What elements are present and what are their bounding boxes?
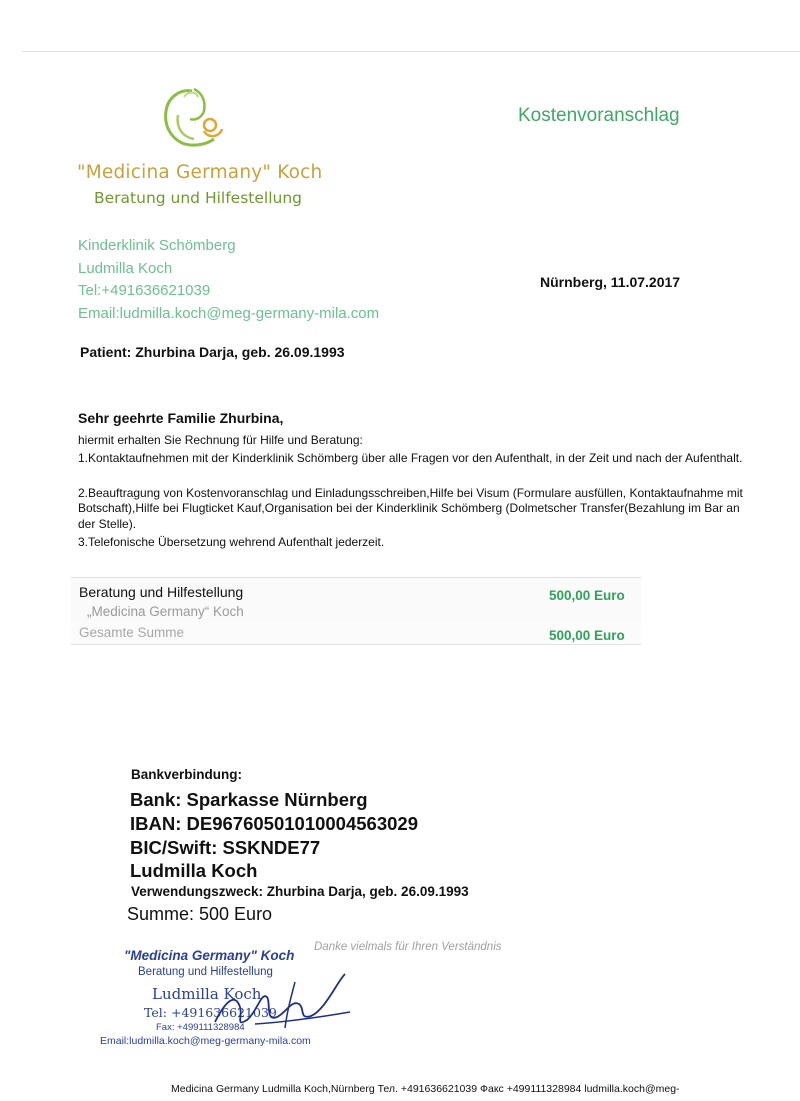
stamp-company: "Medicina Germany" Koch: [124, 948, 295, 963]
account-holder: Ludmilla Koch: [130, 860, 258, 881]
logo-subtitle: Beratung und Hilfestellung: [94, 189, 302, 207]
thanks-note: Danke vielmals für Ihren Verständnis: [314, 941, 502, 953]
stamp-fax: Fax: +499111328984: [156, 1022, 245, 1033]
payment-sum: Summe: 500 Euro: [127, 904, 273, 924]
document-date: Nürnberg, 11.07.2017: [540, 274, 681, 290]
price-row-service: [71, 577, 641, 621]
service-label: Beratung und Hilfestellung: [79, 584, 244, 600]
total-price: 500,00 Euro: [549, 628, 625, 643]
sender-clinic: Kinderklinik Schömberg: [78, 237, 236, 254]
bank-name: Bank: Sparkasse Nürnberg: [130, 789, 368, 810]
footer: Medicina Germany Ludmilla Koch,Nürnberg Тел. +491636621039 Факс +499111328984 ludmilla.koch@meg-: [171, 1083, 680, 1095]
stamp-subtitle: Beratung und Hilfestellung: [138, 966, 273, 978]
salutation: Sehr geehrte Familie Zhurbina,: [78, 410, 284, 426]
mother-child-logo-icon: [150, 85, 240, 155]
bank-heading: Bankverbindung:: [131, 767, 243, 782]
total-label: Gesamte Summe: [79, 625, 185, 640]
stamp-person: Ludmilla Koch: [152, 985, 262, 1003]
service-item: 2.Beauftragung von Kostenvoranschlag und Einladungsschreiben,Hilfe bei Visum (Formulare ausfüllen, Kontaktaufnahme mit Botschaft),Hilfe bei Flugticket Kauf,Organisation bei der Kinderklinik Schömberg (Dolmetscher Transfer(Bezahlung im Bar an der Stelle).: [78, 486, 743, 531]
price-table: [71, 575, 641, 645]
stamp-tel: Tel: +491636621039: [144, 1005, 277, 1020]
patient-line: Patient: Zhurbina Darja, geb. 26.09.1993: [80, 344, 345, 360]
service-item: 3.Telefonische Übersetzung wehrend Aufenthalt jederzeit.: [78, 535, 385, 549]
sender-block: [78, 235, 379, 325]
service-item: 1.Kontaktaufnehmen mit der Kinderklinik Schömberg über alle Fragen vor den Aufenthalt, in der Zeit und nach der Aufenthalt.: [78, 451, 743, 465]
signature-icon: [195, 962, 365, 1042]
intro-text: hiermit erhalten Sie Rechnung für Hilfe und Beratung:: [78, 433, 363, 447]
bank-iban: IBAN: DE96760501010004563029: [130, 813, 418, 834]
service-provider: „Medicina Germany“ Koch: [87, 604, 244, 619]
logo-name: "Medicina Germany" Koch: [77, 162, 323, 183]
payment-purpose: Verwendungszweck: Zhurbina Darja, geb. 26.09.1993: [131, 884, 469, 899]
service-price: 500,00 Euro: [549, 588, 625, 603]
bank-bic: BIC/Swift: SSKNDE77: [130, 837, 321, 858]
sender-email: Email:ludmilla.koch@meg-germany-mila.com: [78, 304, 380, 322]
document-title: Kostenvoranschlag: [518, 105, 680, 126]
stamp-email: Email:ludmilla.koch@meg-germany-mila.com: [100, 1035, 311, 1047]
sender-name: Ludmilla Koch: [78, 259, 173, 277]
top-divider: [22, 51, 800, 52]
sender-tel: Tel:+491636621039: [78, 282, 211, 299]
